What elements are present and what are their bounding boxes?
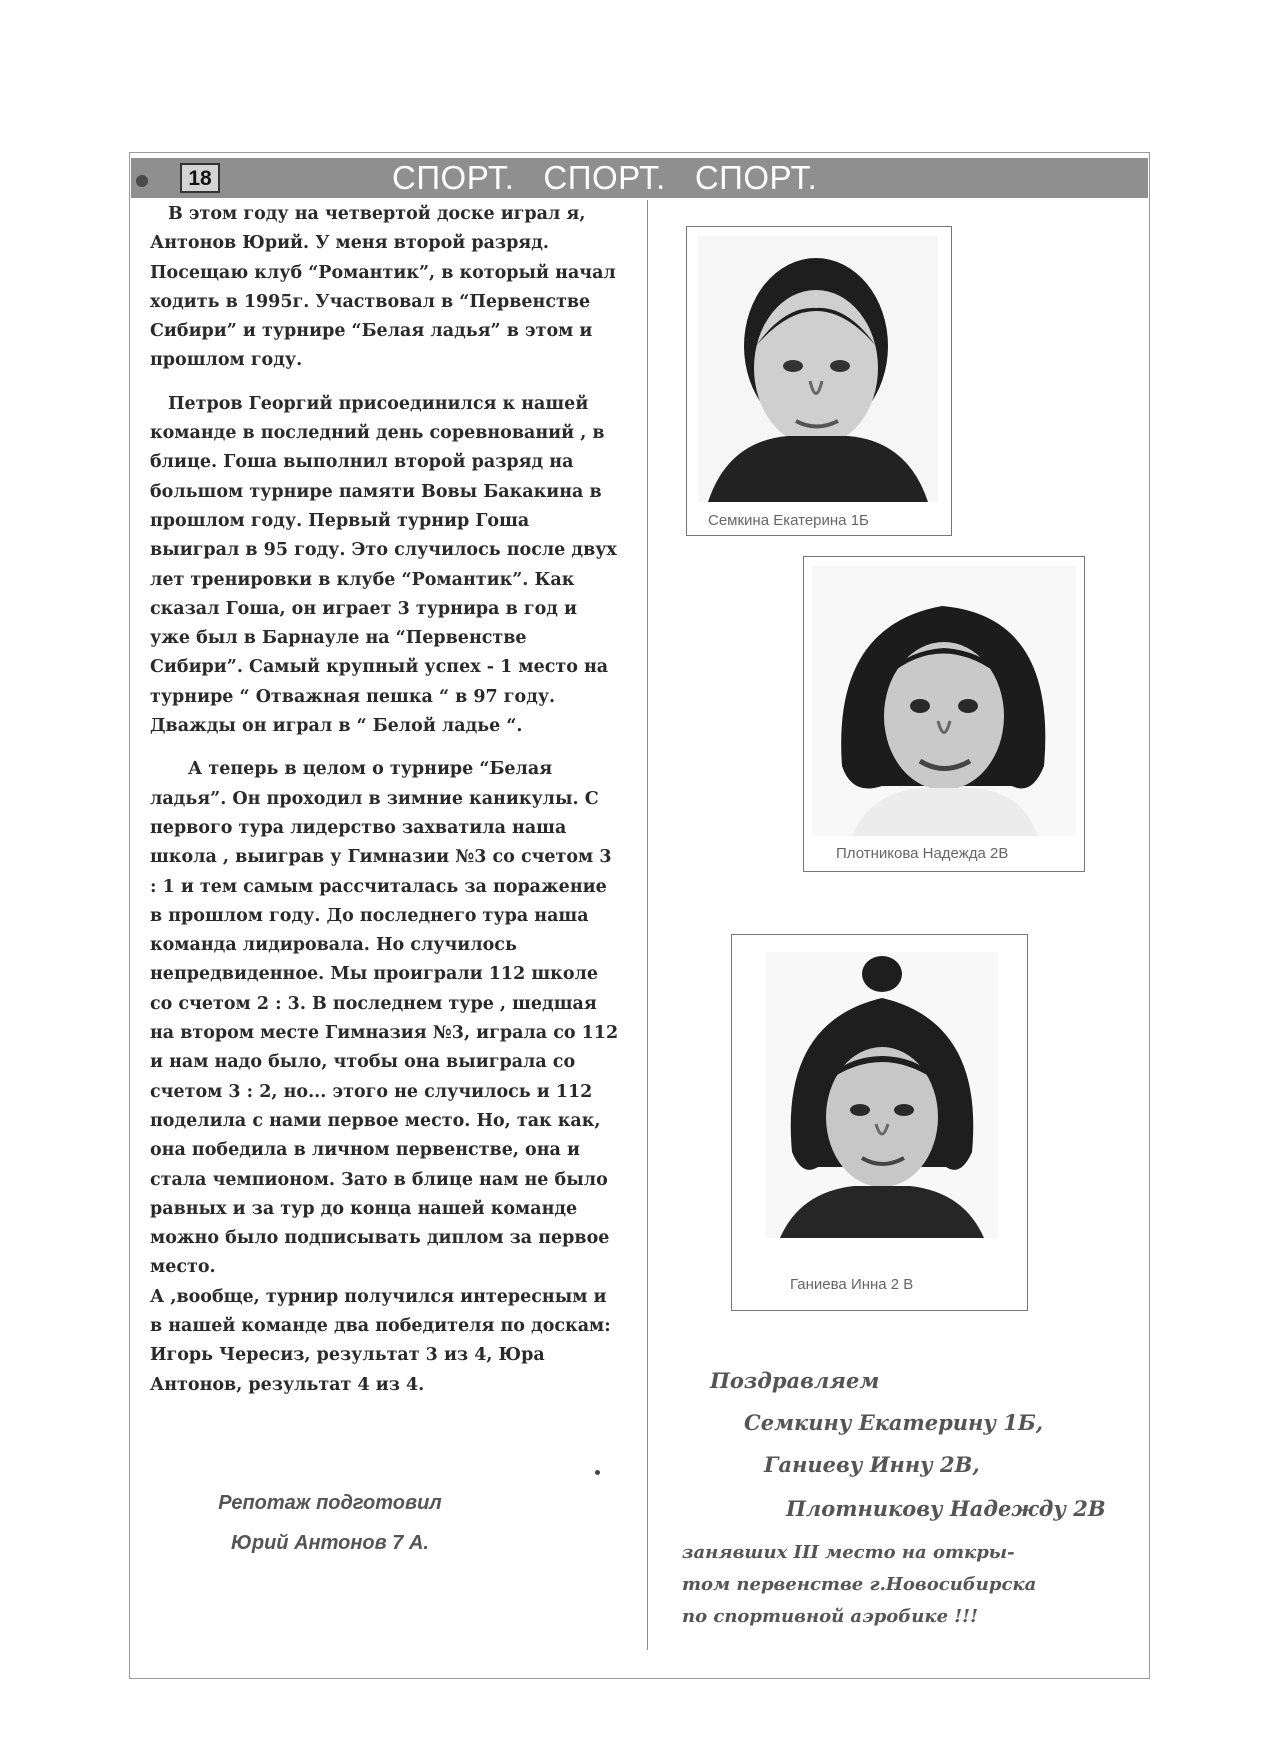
column-divider — [647, 200, 648, 1650]
portrait-plotnikova-image — [812, 566, 1076, 836]
portrait-ganieva-image — [766, 952, 998, 1238]
section-title: СПОРТ. СПОРТ. СПОРТ. — [392, 159, 818, 196]
article-paragraph: Петров Георгий присоединился к нашей команде в последний день соревнований , в блице. Гоша выполнил второй разряд на большом турнире памяти Вовы Бакакина в прошлом году. Первый турнир Гоша выиграл в 95 году. Это случилось после двух лет тренировки в клубе “Романтик”. Как сказал Гоша, он играет 3 турнира в год и уже был в Барнауле на “Первенстве Сибири”. Самый крупный успех - 1 место на турнире “ Отважная пешка “ в 97 году. Дважды он играл в “ Белой ладье “. — [150, 393, 617, 737]
portrait-photo-ganieva — [766, 952, 998, 1238]
congrats-heading: Поздравляем — [710, 1368, 880, 1393]
portrait-semkina-image — [698, 236, 938, 502]
photo-caption-plotnikova: Плотникова Надежда 2В — [836, 845, 1009, 862]
congrats-text: том первенстве г.Новосибирска — [682, 1574, 1037, 1595]
article-paragraph: А ,вообще, турнир получился интересным и в нашей команде два победителя по доскам: Игорь Чересиз, результат 3 из 4, Юра Антонов, результат 4 из 4. — [150, 1286, 611, 1395]
article-body — [150, 200, 620, 1400]
congrats-name: Ганиеву Инну 2В, — [764, 1452, 980, 1477]
photo-caption-ganieva: Ганиева Инна 2 В — [790, 1276, 914, 1293]
congrats-name: Плотникову Надежду 2В — [786, 1496, 1106, 1521]
portrait-photo-semkina — [698, 236, 938, 502]
article-paragraph: В этом году на четвертой доске играл я, Антонов Юрий. У меня второй разряд. Посещаю клуб “Романтик”, в который начал ходить в 1995г. Участвовал в “Первенстве Сибири” и турнире “Белая ладья” в этом и прошлом году. — [150, 204, 616, 371]
congrats-name: Семкину Екатерину 1Б, — [744, 1410, 1044, 1435]
credit-line: Репотаж подготовил — [218, 1492, 442, 1514]
header-bullet-icon — [136, 175, 148, 187]
photo-caption-semkina: Семкина Екатерина 1Б — [708, 512, 869, 529]
congrats-text: занявших III место на откры- — [682, 1542, 1015, 1563]
congrats-text: по спортивной аэробике !!! — [682, 1606, 978, 1627]
credit-author: Юрий Антонов 7 А. — [231, 1532, 429, 1554]
article-paragraph: А теперь в целом о турнире “Белая ладья”. Он проходил в зимние каникулы. С первого тура лидерство захватила наша школа , выиграв у Гимназии №3 со счетом 3 : 1 и тем самым рассчиталась за поражение в прошлом году. До последнего тура наша команда лидировала. Но случилось непредвиденное. Мы проиграли 112 школе со счетом 2 : 3. В последнем туре , шедшая на втором месте Гимназия №3, играла со 112 и нам надо было, чтобы она выиграла со счетом 3 : 2, но... этого не случилось и 112 поделила с нами первое место. Но, так как, она победила в личном первенстве, она и стала чемпионом. Зато в блице нам не было равных и за тур до конца нашей команде можно было подписывать диплом за первое место. — [150, 759, 619, 1278]
portrait-photo-plotnikova — [812, 566, 1076, 836]
page-number: 18 — [180, 163, 220, 193]
stray-mark — [595, 1470, 600, 1475]
